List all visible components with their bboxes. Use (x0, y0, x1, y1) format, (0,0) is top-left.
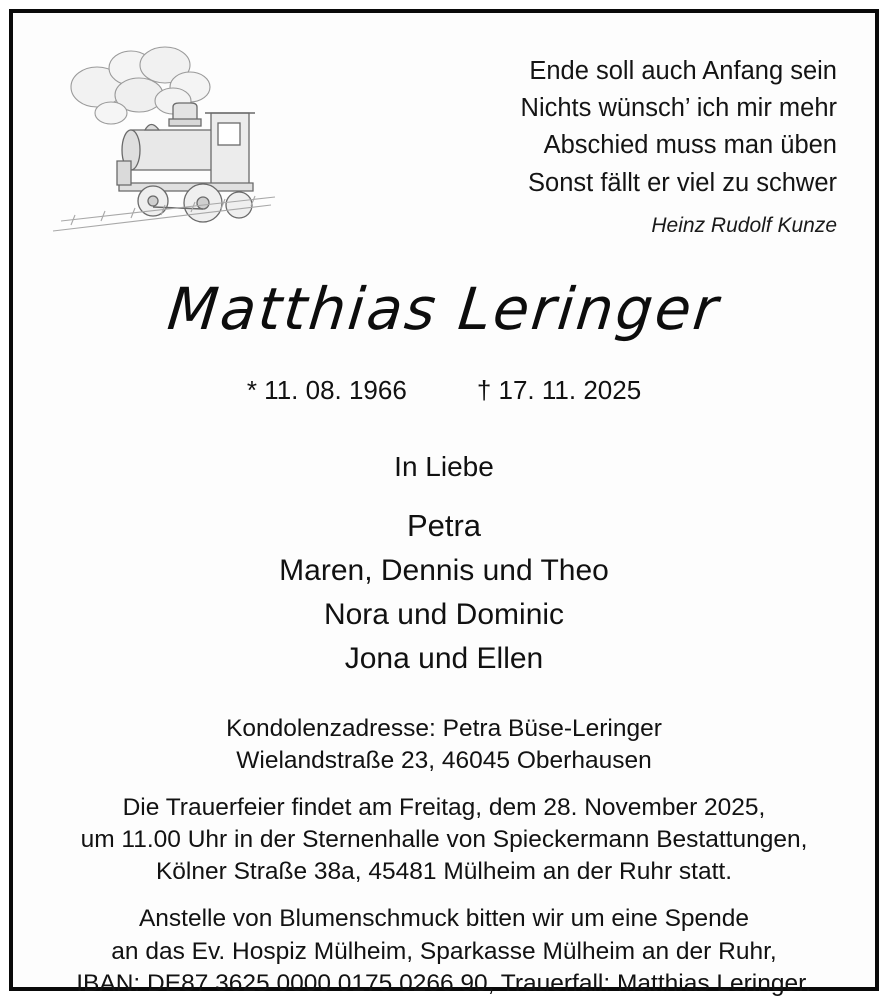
death-date: † 17. 11. 2025 (476, 375, 642, 405)
family-member-line: Petra (406, 508, 482, 543)
condolence-line: Wielandstraße 23, 46045 Oberhausen (236, 747, 652, 775)
poem-line: Ende soll auch Anfang sein (529, 57, 837, 85)
poem-author: Heinz Rudolf Kunze (651, 213, 837, 237)
ceremony-line: um 11.00 Uhr in der Sternenhalle von Spieckermann Bestattungen, (80, 826, 808, 854)
ceremony-line: Kölner Straße 38a, 45481 Mülheim an der Ruhr statt. (155, 858, 733, 886)
steam-locomotive-icon (35, 35, 295, 235)
family-member-line: Jona und Ellen (344, 641, 544, 675)
life-dates (13, 375, 875, 406)
ceremony-line: Die Trauerfeier findet am Freitag, dem 28. November 2025, (122, 794, 766, 822)
family-member-line: Maren, Dennis und Theo (279, 553, 609, 587)
donation-line: Anstelle von Blumenschmuck bitten wir um eine Spende (138, 905, 750, 933)
donation-line: an das Ev. Hospiz Mülheim, Sparkasse Mülheim an der Ruhr, (111, 937, 777, 965)
donation-details (13, 903, 875, 999)
ceremony-details (13, 792, 875, 888)
family-member-line: Nora und Dominic (323, 597, 565, 631)
obituary-content (13, 13, 875, 997)
donation-line: IBAN: DE87 3625 0000 0175 0266 90, Trauerfall: Matthias Leringer. (76, 969, 812, 997)
deceased-name: Matthias Leringer (164, 275, 724, 343)
poem-line: Sonst fällt er viel zu schwer (528, 168, 837, 197)
poem-block (521, 53, 837, 242)
info-block (13, 713, 875, 1000)
poem-line: Nichts wünsch’ ich mir mehr (520, 94, 837, 123)
poem-line: Abschied muss man üben (543, 131, 837, 160)
condolence-address (13, 713, 875, 777)
family-intro: In Liebe (394, 451, 494, 482)
family-block (13, 451, 875, 681)
birth-date: * 11. 08. 1966 (246, 375, 407, 405)
obituary-frame (9, 9, 879, 997)
condolence-line: Kondolenzadresse: Petra Büse-Leringer (226, 715, 662, 742)
